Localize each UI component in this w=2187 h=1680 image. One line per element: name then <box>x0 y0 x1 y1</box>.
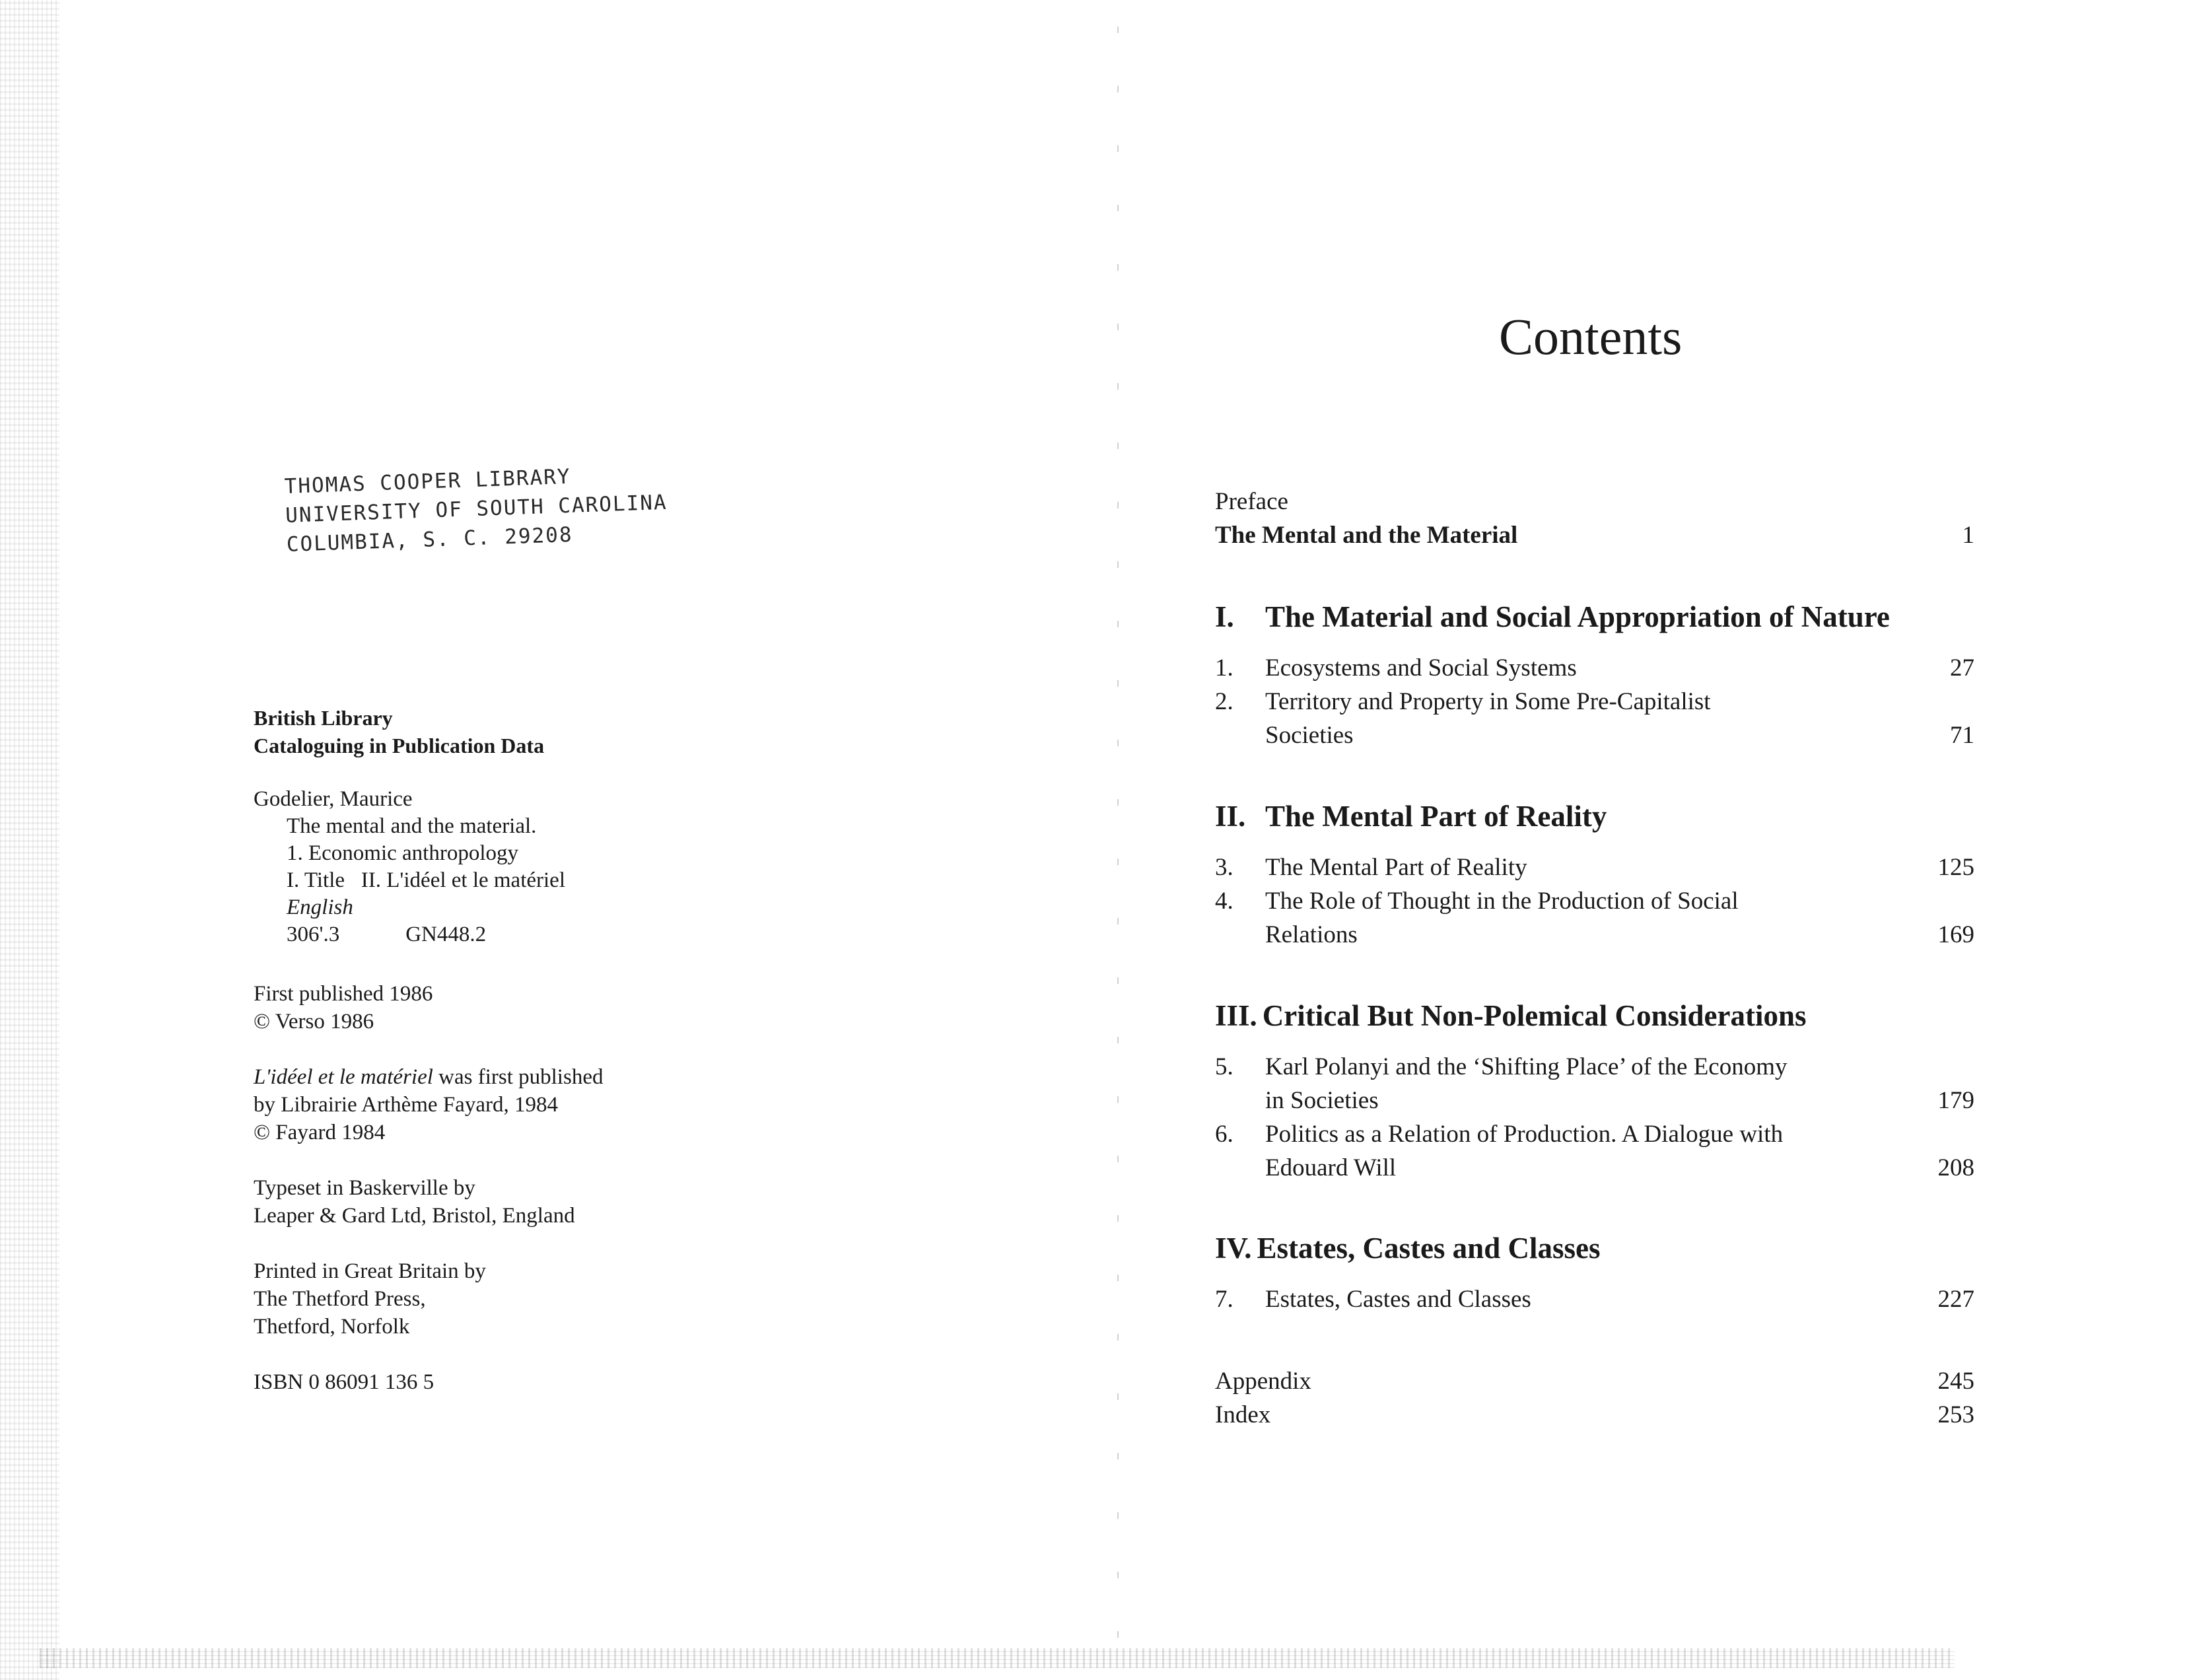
cip-title: The mental and the material. <box>287 814 537 838</box>
chapter-page: 227 <box>1937 1286 1974 1313</box>
toc-part-1-chapters <box>1215 651 1974 752</box>
part-title: Critical But Non-Polemical Considerations <box>1262 999 1807 1032</box>
cip-class-lc: GN448.2 <box>405 923 487 946</box>
part-heading-2 <box>1215 798 1607 835</box>
copyright-verso: © Verso 1986 <box>254 1010 374 1033</box>
stamp-line: UNIVERSITY OF SOUTH CAROLINA <box>285 490 668 528</box>
part-heading-3 <box>1215 997 1807 1034</box>
chapter-title: Karl Polanyi and the ‘Shifting Place’ of the Economy <box>1265 1053 1788 1080</box>
part-roman: I. <box>1215 600 1234 633</box>
original-line-1 <box>254 1063 603 1091</box>
isbn-info <box>254 1368 434 1396</box>
printer-info <box>254 1257 486 1341</box>
chapter-title: Estates, Castes and Classes <box>1265 1286 1531 1313</box>
part-heading-4 <box>1215 1230 1601 1267</box>
printer-line-2: The Thetford Press, <box>254 1287 426 1311</box>
toc-chapter-5-cont <box>1215 1084 1974 1117</box>
preface-page: 1 <box>1962 522 1974 549</box>
page-gutter <box>1117 26 1119 1651</box>
cip-entry <box>254 786 565 948</box>
chapter-number: 3. <box>1215 854 1233 881</box>
chapter-title: Territory and Property in Some Pre-Capitalist <box>1265 688 1711 715</box>
cip-classification <box>254 921 565 948</box>
chapter-number: 2. <box>1215 688 1233 715</box>
chapter-number: 5. <box>1215 1053 1233 1080</box>
back-matter-page: 253 <box>1937 1401 1974 1428</box>
part-title: Estates, Castes and Classes <box>1257 1232 1601 1265</box>
toc-part-3-chapters <box>1215 1050 1974 1185</box>
chapter-title: The Role of Thought in the Production of Social <box>1265 888 1739 915</box>
part-heading-1 <box>1215 598 1890 635</box>
toc-chapter-6-cont <box>1215 1151 1974 1185</box>
publication-info <box>254 980 433 1035</box>
chapter-number: 6. <box>1215 1121 1233 1148</box>
cip-subject: 1. Economic anthropology <box>287 841 519 865</box>
toc-chapter-2 <box>1215 685 1974 718</box>
toc-preface <box>1215 485 1974 552</box>
isbn: ISBN 0 86091 136 5 <box>254 1370 434 1394</box>
toc-chapter-5 <box>1215 1050 1974 1084</box>
cip-heading-line: British Library <box>254 706 393 730</box>
printer-line-3: Thetford, Norfolk <box>254 1315 410 1339</box>
typeset-info <box>254 1174 575 1230</box>
back-matter-label: Appendix <box>1215 1368 1311 1395</box>
preface-entry <box>1215 518 1974 552</box>
scan-edge-left <box>0 0 59 1680</box>
chapter-title-cont: Edouard Will <box>1265 1154 1397 1181</box>
chapter-number: 4. <box>1215 888 1233 915</box>
preface-title: The Mental and the Material <box>1215 522 1518 549</box>
part-title: The Material and Social Appropriation of Nature <box>1265 600 1890 633</box>
scan-edge-bottom <box>40 1648 1955 1668</box>
chapter-page: 208 <box>1937 1154 1974 1181</box>
toc-chapter-6 <box>1215 1117 1974 1151</box>
toc-back-matter <box>1215 1364 1974 1432</box>
typeset-line-1: Typeset in Baskerville by <box>254 1176 475 1200</box>
original-line-3: © Fayard 1984 <box>254 1121 386 1144</box>
toc-chapter-4-cont <box>1215 918 1974 952</box>
part-roman: IV. <box>1215 1232 1252 1265</box>
cip-heading <box>254 704 544 759</box>
typeset-line-2: Leaper & Gard Ltd, Bristol, England <box>254 1204 575 1228</box>
printer-line-1: Printed in Great Britain by <box>254 1259 486 1283</box>
toc-chapter-7 <box>1215 1282 1974 1316</box>
cip-class-dewey: 306'.3 <box>287 923 340 946</box>
cip-author: Godelier, Maurice <box>254 787 413 811</box>
original-title: L'idéel et le matériel <box>254 1065 433 1089</box>
toc-chapter-4 <box>1215 884 1974 918</box>
chapter-title: The Mental Part of Reality <box>1265 854 1527 881</box>
chapter-title: Ecosystems and Social Systems <box>1265 654 1577 682</box>
chapter-title-cont: Societies <box>1265 722 1354 749</box>
back-matter-page: 245 <box>1937 1368 1974 1395</box>
cip-headings: I. Title II. L'idéel et le matériel <box>287 868 565 892</box>
toc-appendix <box>1215 1364 1974 1398</box>
chapter-number: 1. <box>1215 654 1233 682</box>
part-title: The Mental Part of Reality <box>1265 800 1607 833</box>
toc-part-2-chapters <box>1215 851 1974 952</box>
library-stamp <box>284 459 669 559</box>
chapter-number: 7. <box>1215 1286 1233 1313</box>
first-published: First published 1986 <box>254 982 433 1006</box>
toc-index <box>1215 1398 1974 1432</box>
original-publication-info <box>254 1063 603 1146</box>
chapter-page: 125 <box>1937 854 1974 881</box>
chapter-page: 27 <box>1950 654 1974 682</box>
chapter-title-cont: Relations <box>1265 921 1358 948</box>
chapter-title-cont: in Societies <box>1265 1087 1379 1114</box>
toc-chapter-2-cont <box>1215 718 1974 752</box>
chapter-page: 71 <box>1950 722 1974 749</box>
part-roman: III. <box>1215 999 1257 1032</box>
stamp-line: COLUMBIA, S. C. 29208 <box>286 522 574 557</box>
cip-language: English <box>287 895 353 919</box>
chapter-page: 169 <box>1937 921 1974 948</box>
cip-heading-line: Cataloguing in Publication Data <box>254 734 545 757</box>
chapter-page: 179 <box>1937 1087 1974 1114</box>
toc-chapter-1 <box>1215 651 1974 685</box>
chapter-title: Politics as a Relation of Production. A Dialogue with <box>1265 1121 1784 1148</box>
original-line-1-rest: was first published <box>433 1065 604 1089</box>
toc-part-4-chapters <box>1215 1282 1974 1316</box>
original-line-2: by Librairie Arthème Fayard, 1984 <box>254 1093 558 1117</box>
contents-title: Contents <box>1499 308 1683 365</box>
preface-label: Preface <box>1215 488 1288 515</box>
back-matter-label: Index <box>1215 1401 1271 1428</box>
toc-chapter-3 <box>1215 851 1974 884</box>
stamp-line: THOMAS COOPER LIBRARY <box>284 464 572 499</box>
part-roman: II. <box>1215 800 1246 833</box>
